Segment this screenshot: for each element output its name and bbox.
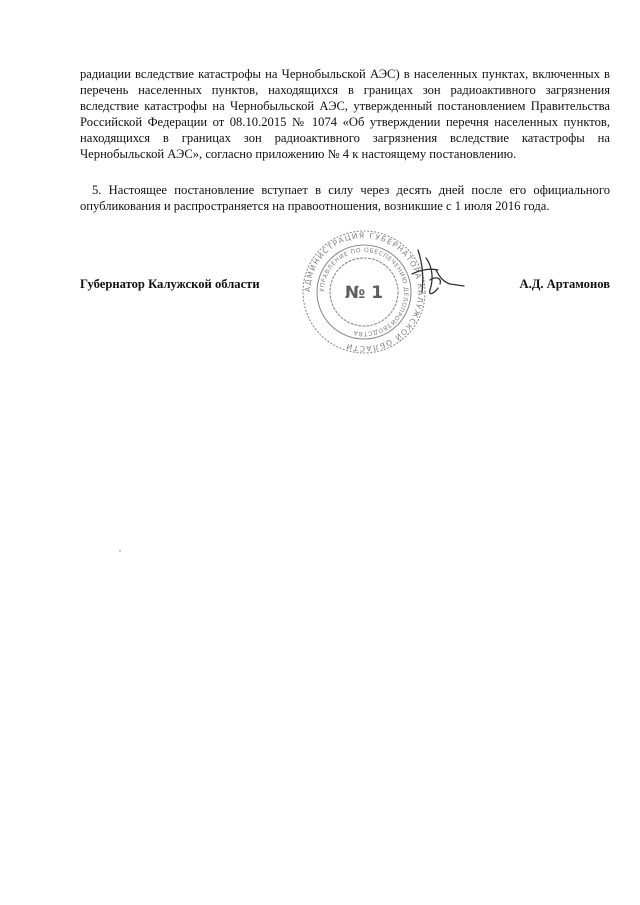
handwritten-signature [400,240,470,310]
paragraph-continuation: радиации вследствие катастрофы на Чернобыльской АЭС) в населенных пунктах, включенных в перечень населенных пунктов, находящихся в границах зон радиоактивного загрязнения вследствие катастрофы на Чернобыльской АЭС, утвержденный постановлением Правительства Российской Федерации от 08.10.2015 № 1074 «Об утверждении перечня населенных пунктов, находящихся в границах зон радиоактивного загрязнения вследствие катастрофы на Чернобыльской АЭС», согласно приложению № 4 к настоящему постановлению. [80,67,610,161]
signatory-position: Губернатор Калужской области [80,277,260,291]
stamp-number: № 1 [344,283,384,303]
stamp-inner-text: УПРАВЛЕНИЕ ПО ОБЕСПЕЧЕНИЮ ДЕЛОПРОИЗВОДСТВА [318,246,410,338]
paragraph-item-5: 5. Настоящее постановление вступает в силу через десять дней после его официального опубликования и распространяется на правоотношения, возникшие с 1 июля 2016 года. [80,183,610,213]
signatory-name: А.Д. Артамонов [519,277,610,291]
scan-speck [119,550,121,552]
stamp-outer-text: АДМИНИСТРАЦИЯ ГУБЕРНАТОРА КАЛУЖСКОЙ ОБЛАСТИ [302,230,426,354]
